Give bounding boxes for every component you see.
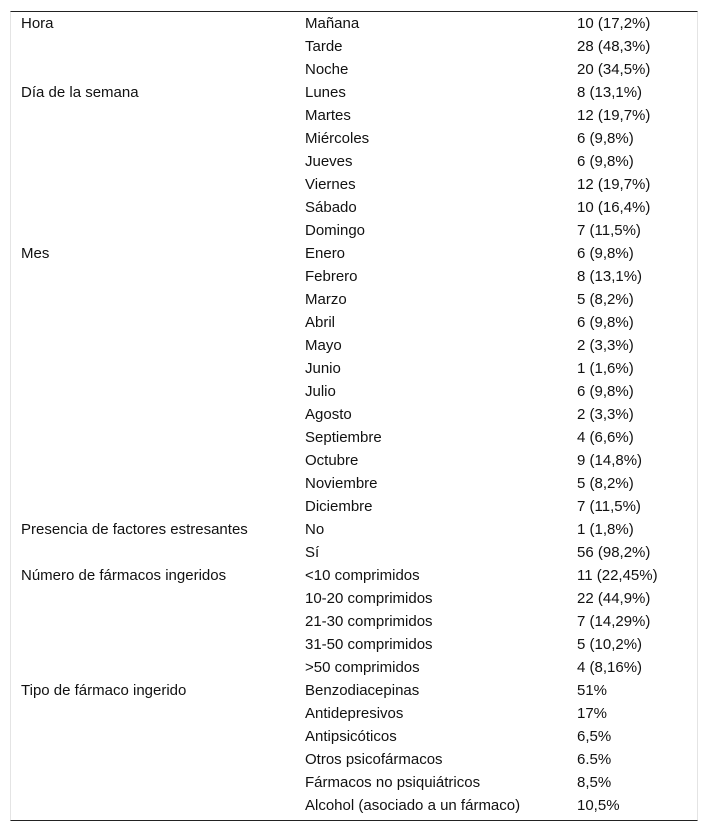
subcategory-label: Mayo: [305, 337, 342, 354]
subcategory-label: Junio: [305, 360, 341, 377]
subcategory-label: 31-50 comprimidos: [305, 636, 433, 653]
value-cell: 6 (9,8%): [577, 383, 634, 400]
category-cell-empty: [11, 633, 295, 656]
table-row: [11, 771, 697, 794]
value-cell: 10,5%: [577, 797, 620, 814]
subcategory-label: Noviembre: [305, 475, 378, 492]
subcategory-label: Octubre: [305, 452, 359, 469]
value-cell: 22 (44,9%): [577, 590, 651, 607]
value-cell: 5 (8,2%): [577, 291, 634, 308]
category-cell-empty: [11, 35, 295, 58]
value-cell: 20 (34,5%): [577, 61, 651, 78]
subcategory-label: Septiembre: [305, 429, 382, 446]
category-label: Hora: [21, 15, 54, 32]
value-cell: 7 (14,29%): [577, 613, 651, 630]
category-cell-empty: [11, 748, 295, 771]
table-row: [11, 449, 697, 472]
table-row: [11, 656, 697, 679]
category-cell-empty: [11, 58, 295, 81]
subcategory-label: Viernes: [305, 176, 356, 193]
value-cell: 6 (9,8%): [577, 245, 634, 262]
subcategory-label: >50 comprimidos: [305, 659, 420, 676]
category-cell-empty: [11, 495, 295, 518]
category-label: Día de la semana: [21, 84, 139, 101]
subcategory-label: No: [305, 521, 325, 538]
subcategory-label: Alcohol (asociado a un fármaco): [305, 797, 521, 814]
category-cell-empty: [11, 380, 295, 403]
value-cell: 11 (22,45%): [577, 567, 658, 584]
table-row: [11, 12, 697, 35]
table-row: [11, 58, 697, 81]
category-cell-empty: [11, 104, 295, 127]
subcategory-label: Julio: [305, 383, 336, 400]
table-row: [11, 265, 697, 288]
table-row: [11, 472, 697, 495]
subcategory-label: Noche: [305, 61, 349, 78]
category-cell-empty: [11, 449, 295, 472]
category-cell-empty: [11, 127, 295, 150]
table-row: [11, 495, 697, 518]
subcategory-label: 21-30 comprimidos: [305, 613, 433, 630]
subcategory-label: Abril: [305, 314, 336, 331]
table-row: [11, 403, 697, 426]
category-cell-empty: [11, 265, 295, 288]
value-cell: 6.5%: [577, 751, 612, 768]
category-cell-empty: [11, 288, 295, 311]
subcategory-label: Antidepresivos: [305, 705, 404, 722]
subcategory-label: Benzodiacepinas: [305, 682, 420, 699]
category-label: Mes: [21, 245, 50, 262]
category-cell-empty: [11, 334, 295, 357]
value-cell: 4 (6,6%): [577, 429, 634, 446]
value-cell: 1 (1,6%): [577, 360, 634, 377]
category-cell-empty: [11, 219, 295, 242]
table-row: [11, 748, 697, 771]
subcategory-label: Fármacos no psiquiátricos: [305, 774, 481, 791]
value-cell: 2 (3,3%): [577, 406, 634, 423]
subcategory-label: <10 comprimidos: [305, 567, 420, 584]
category-label: Presencia de factores estresantes: [21, 521, 248, 538]
category-cell-empty: [11, 541, 295, 564]
data-table: [11, 12, 697, 817]
table-row: [11, 334, 697, 357]
subcategory-label: 10-20 comprimidos: [305, 590, 433, 607]
value-cell: 8 (13,1%): [577, 84, 643, 101]
subcategory-label: Otros psicofármacos: [305, 751, 443, 768]
value-cell: 4 (8,16%): [577, 659, 643, 676]
value-cell: 10 (17,2%): [577, 15, 651, 32]
table-row: [11, 196, 697, 219]
value-cell: 28 (48,3%): [577, 38, 651, 55]
category-cell-empty: [11, 656, 295, 679]
value-cell: 6 (9,8%): [577, 153, 634, 170]
category-cell-empty: [11, 403, 295, 426]
value-cell: 8,5%: [577, 774, 612, 791]
subcategory-label: Tarde: [305, 38, 343, 55]
value-cell: 5 (10,2%): [577, 636, 643, 653]
value-cell: 1 (1,8%): [577, 521, 634, 538]
subcategory-label: Martes: [305, 107, 351, 124]
category-cell-empty: [11, 587, 295, 610]
table-row: [11, 150, 697, 173]
category-cell-empty: [11, 311, 295, 334]
table-row: [11, 679, 697, 702]
subcategory-label: Lunes: [305, 84, 346, 101]
category-cell-empty: [11, 702, 295, 725]
value-cell: 8 (13,1%): [577, 268, 643, 285]
category-cell-empty: [11, 771, 295, 794]
category-cell-empty: [11, 725, 295, 748]
value-cell: 2 (3,3%): [577, 337, 634, 354]
subcategory-label: Marzo: [305, 291, 347, 308]
table-row: [11, 426, 697, 449]
subcategory-label: Agosto: [305, 406, 352, 423]
value-cell: 10 (16,4%): [577, 199, 651, 216]
subcategory-label: Febrero: [305, 268, 358, 285]
table-row: [11, 794, 697, 817]
subcategory-label: Sí: [305, 544, 320, 561]
category-cell-empty: [11, 794, 295, 817]
value-cell: 17%: [577, 705, 608, 722]
category-cell-empty: [11, 173, 295, 196]
table-row: [11, 518, 697, 541]
value-cell: 51%: [577, 682, 608, 699]
subcategory-label: Domingo: [305, 222, 366, 239]
table-row: [11, 242, 697, 265]
category-label: Número de fármacos ingeridos: [21, 567, 227, 584]
subcategory-label: Enero: [305, 245, 346, 262]
value-cell: 12 (19,7%): [577, 107, 651, 124]
table-row: [11, 104, 697, 127]
table-row: [11, 564, 697, 587]
value-cell: 5 (8,2%): [577, 475, 634, 492]
subcategory-label: Miércoles: [305, 130, 370, 147]
table-row: [11, 288, 697, 311]
table-row: [11, 633, 697, 656]
value-cell: 7 (11,5%): [577, 222, 641, 239]
category-cell-empty: [11, 196, 295, 219]
table-row: [11, 173, 697, 196]
table-row: [11, 81, 697, 104]
subcategory-label: Jueves: [305, 153, 353, 170]
value-cell: 7 (11,5%): [577, 498, 641, 515]
table-row: [11, 127, 697, 150]
subcategory-label: Diciembre: [305, 498, 373, 515]
table-row: [11, 587, 697, 610]
table-row: [11, 610, 697, 633]
value-cell: 6 (9,8%): [577, 130, 634, 147]
value-cell: 6,5%: [577, 728, 612, 745]
data-table-frame: [10, 11, 698, 821]
category-cell-empty: [11, 357, 295, 380]
value-cell: 6 (9,8%): [577, 314, 634, 331]
table-row: [11, 219, 697, 242]
table-row: [11, 702, 697, 725]
table-row: [11, 311, 697, 334]
table-row: [11, 35, 697, 58]
category-label: Tipo de fármaco ingerido: [21, 682, 187, 699]
category-cell-empty: [11, 426, 295, 449]
category-cell-empty: [11, 150, 295, 173]
subcategory-label: Sábado: [305, 199, 357, 216]
value-cell: 9 (14,8%): [577, 452, 643, 469]
category-cell-empty: [11, 610, 295, 633]
table-row: [11, 380, 697, 403]
table-row: [11, 541, 697, 564]
value-cell: 12 (19,7%): [577, 176, 651, 193]
table-row: [11, 357, 697, 380]
table-body: [11, 12, 697, 817]
subcategory-label: Antipsicóticos: [305, 728, 397, 745]
value-cell: 56 (98,2%): [577, 544, 651, 561]
category-cell-empty: [11, 472, 295, 495]
subcategory-label: Mañana: [305, 15, 360, 32]
table-row: [11, 725, 697, 748]
